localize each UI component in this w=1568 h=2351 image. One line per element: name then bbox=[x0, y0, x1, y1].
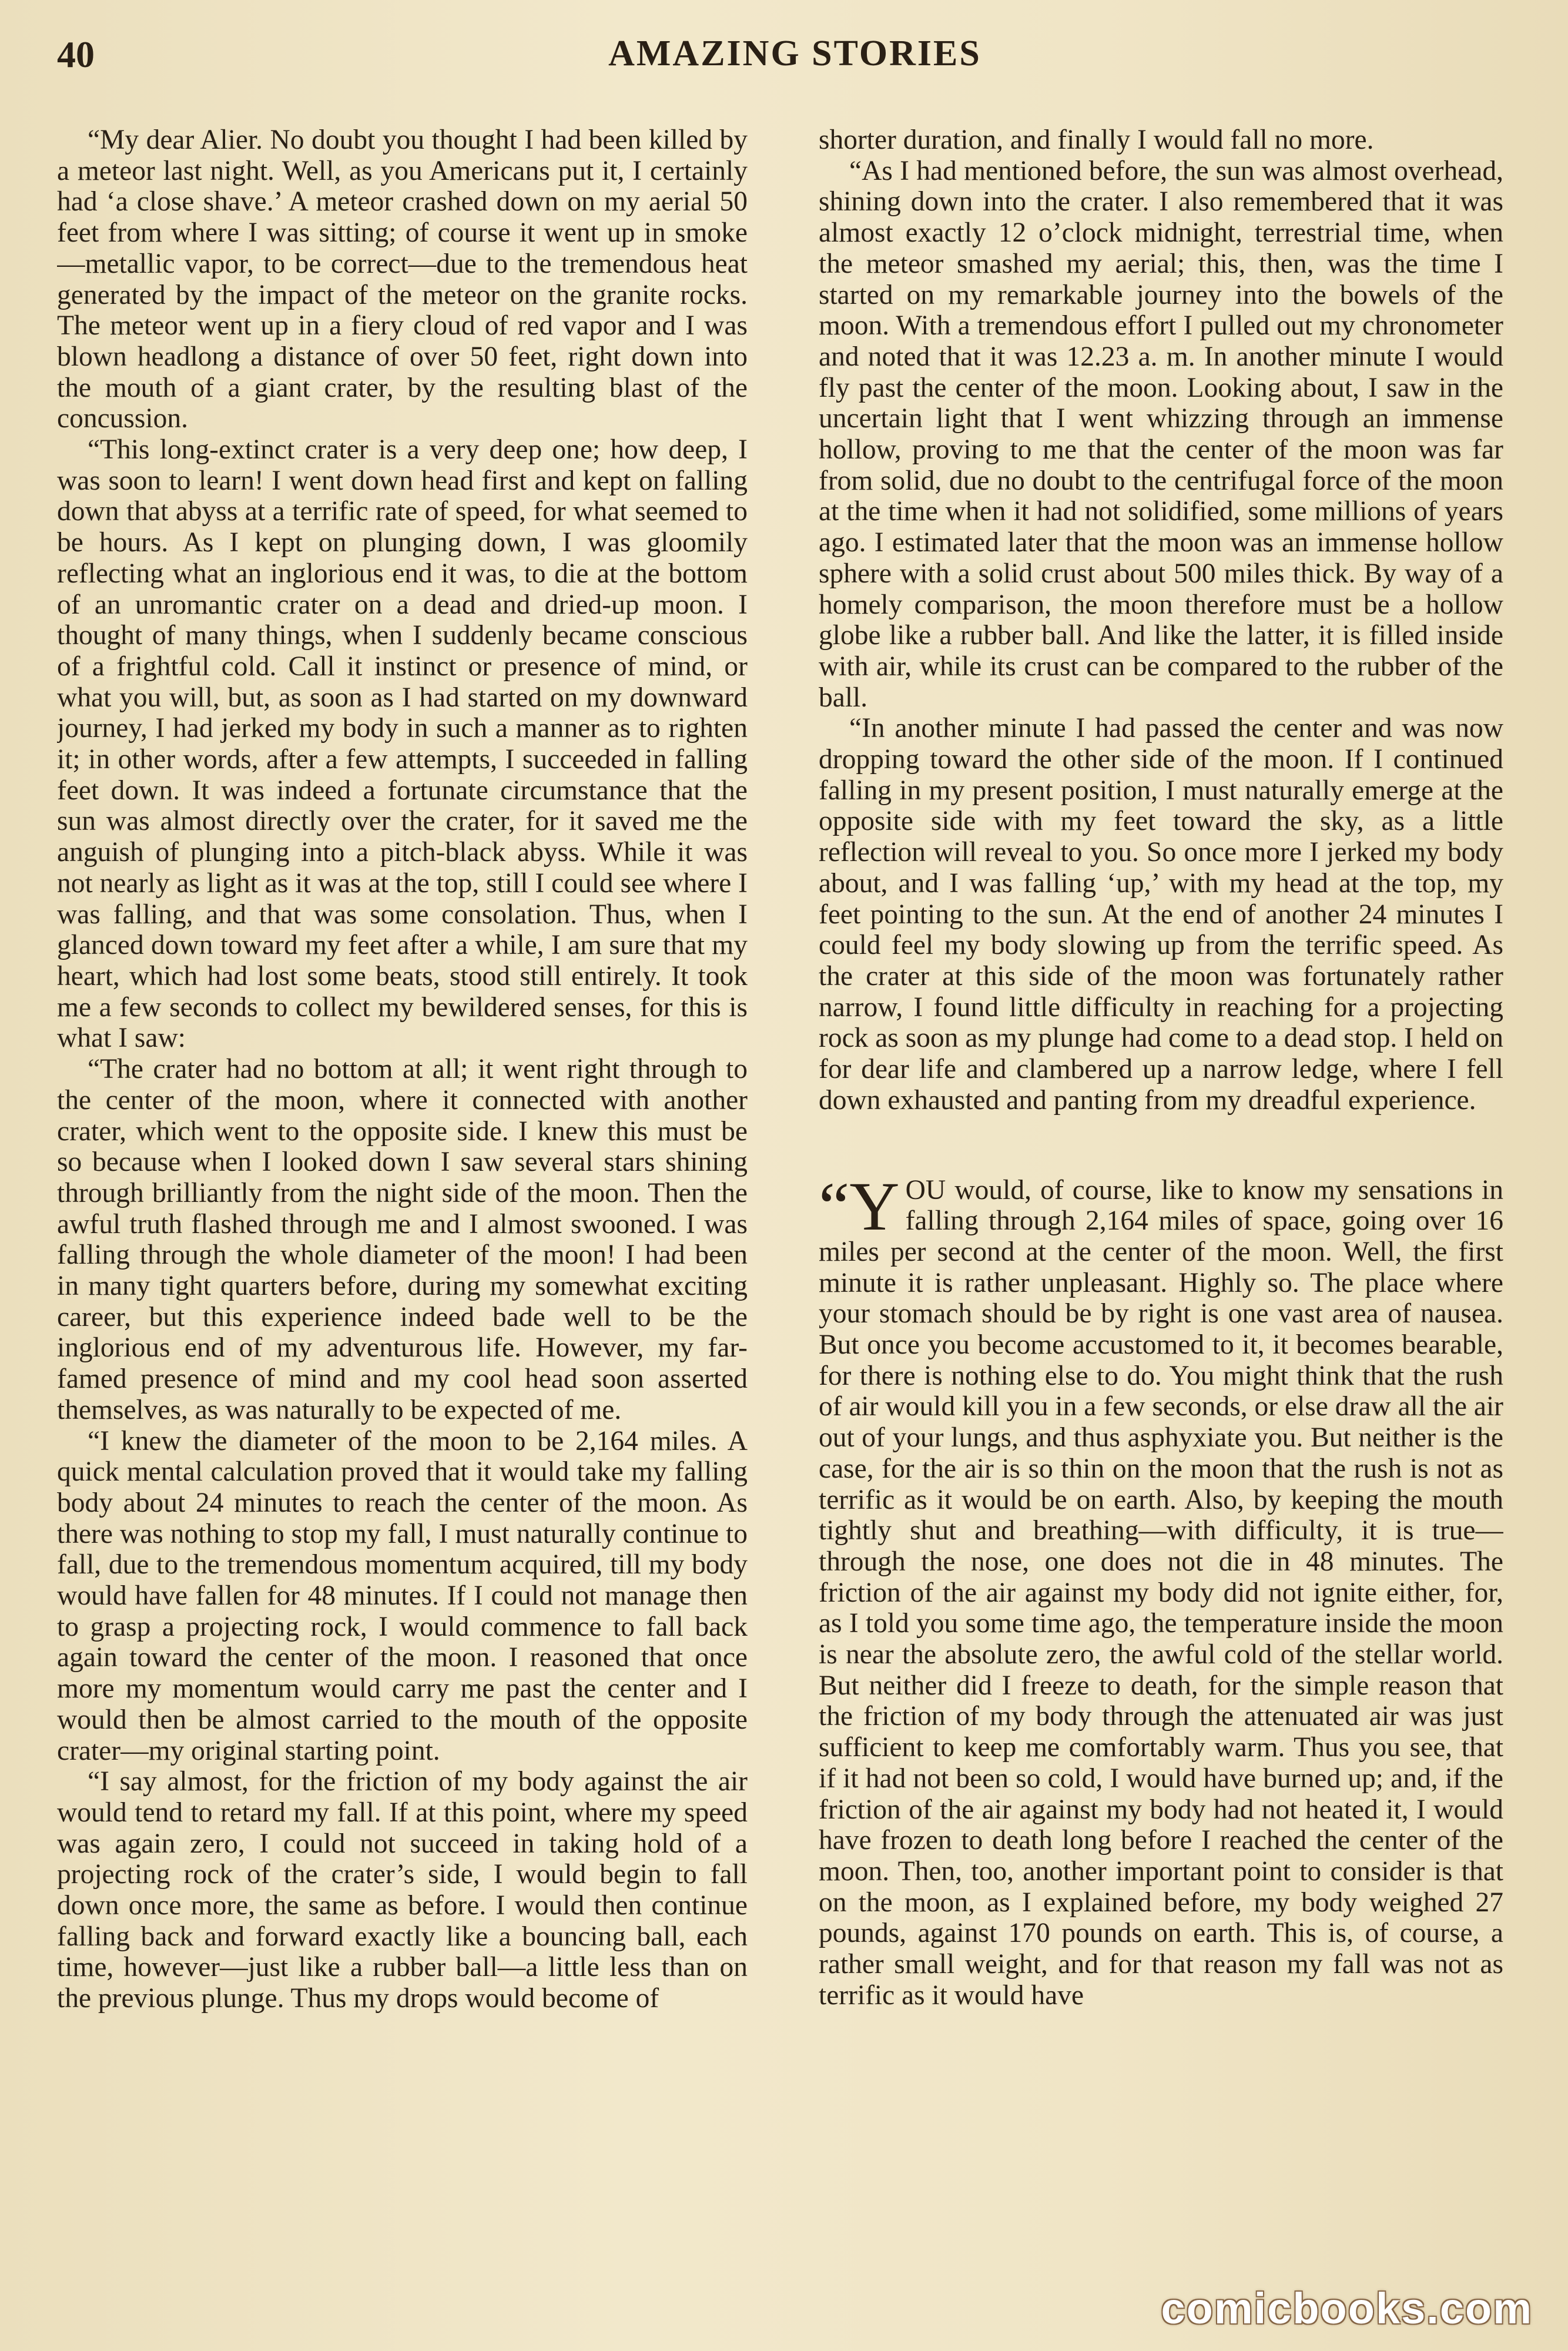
paragraph: “My dear Alier. No doubt you thought I had been killed by a meteor last night. Well, as you Americans put it, I certainly had ‘a close shave.’ A meteor crashed down on my aerial 50 feet from where I was sitting; of course it went up in smoke—metallic vapor, to be correct—due to the tremendous heat generated by the impact of the meteor on the granite rocks. The meteor went up in a fiery cloud of red vapor and I was blown headlong a distance of over 50 feet, right down into the mouth of a giant crater, by the resulting blast of the concussion. bbox=[57, 125, 748, 434]
watermark-logo: comicbooks.com bbox=[1161, 2284, 1533, 2333]
paragraph: “This long-extinct crater is a very deep one; how deep, I was soon to learn! I went down head first and kept on falling down that abyss at a terrific rate of speed, for what seemed to be hours. As I kept on plunging down, I was gloomily reflecting what an inglorious end it was, to die at the bottom of an unromantic crater on a dead and dried-up moon. I thought of many things, when I suddenly became conscious of a frightful cold. Call it instinct or presence of mind, or what you will, but, as soon as I had started on my downward journey, I had jerked my body in such a manner as to righten it; in other words, after a few attempts, I succeeded in falling feet down. It was indeed a fortunate circumstance that the sun was almost directly over the crater, for it saved me the anguish of plunging into a pitch-black abyss. While it was not nearly as light as it was at the top, still I could see where I was falling, and that was some consolation. Thus, when I glanced down toward my feet after a while, I am sure that my heart, which had lost some beats, stood still entirely. It took me a few seconds to collect my bewildered senses, for this is what I saw: bbox=[57, 434, 748, 1054]
drop-cap: “Y bbox=[819, 1167, 900, 1245]
paragraph: “In another minute I had passed the center and was now dropping toward the other side of the moon. If I continued falling in my present position, I must naturally emerge at the opposite side with my feet toward the sky, as a little reflection will reveal to you. So once more I jerked my body about, and I was falling ‘up,’ with my head at the top, my feet pointing to the sun. At the end of another 24 minutes I could feel my body slowing up from the terrific speed. As the crater at this side of the moon was fortunately rather narrow, I found little difficulty in reaching for a projecting rock as soon as my plunge had come to a dead stop. I held on for dear life and clambered up a narrow ledge, where I fell down exhausted and panting from my dreadful experience. bbox=[819, 713, 1503, 1116]
page-number: 40 bbox=[57, 34, 95, 75]
paragraph: shorter duration, and finally I would fall no more. bbox=[819, 125, 1374, 155]
paragraph: “The crater had no bottom at all; it went right through to the center of the moon, where it connected with another crater, which went to the opposite side. I knew this must be so because when I looked down I saw several stars shining through brilliantly from the night side of the moon. Then the awful truth flashed through me and I almost swooned. I was falling through the whole diameter of the moon! I had been in many tight quarters before, during my somewhat exciting career, but this experience indeed bade well to be the inglorious end of my adventurous life. However, my far-famed presence of mind and my cool head soon asserted themselves, as was naturally to be expected of me. bbox=[57, 1054, 748, 1425]
paragraph: “As I had mentioned before, the sun was almost overhead, shining down into the crater. I also remembered that it was almost exactly 12 o’clock midnight, terrestrial time, when the meteor smashed my aerial; this, then, was the time I started on my remarkable journey into the bowels of the moon. With a tremendous effort I pulled out my chronometer and noted that it was 12.23 a. m. In another minute I would fly past the center of the moon. Looking about, I saw in the uncertain light that I went whizzing through an immense hollow, proving to me that the center of the moon was far from solid, due no doubt to the centrifugal force of the moon at the time when it had not solidified, some millions of years ago. I estimated later that the moon was an immense hollow sphere with a solid crust about 500 miles thick. By way of a homely comparison, the moon therefore must be a hollow globe like a rubber ball. And like the latter, it is filled inside with air, while its crust can be compared to the rubber of the ball. bbox=[819, 155, 1503, 713]
page-header bbox=[57, 28, 1533, 85]
left-column bbox=[57, 125, 748, 2317]
paragraph: “I say almost, for the friction of my body against the air would tend to retard my fall. If at this point, where my speed was again zero, I could not succeed in taking hold of a projecting rock of the crater’s side, I would begin to fall down once more, the same as before. I would then continue falling back and forward exactly like a bouncing ball, each time, however—just like a rubber ball—a little less than on the previous plunge. Thus my drops would become of bbox=[57, 1766, 748, 2014]
paragraph-text: OU would, of course, like to know my sensations in falling through 2,164 miles of space, going over 16 miles per second at the center of the moon. Well, the first minute it is rather unpleasant. Highly so. The place where your stomach should be by right is one vast area of nausea. But once you become accustomed to it, it becomes bearable, for there is nothing else to do. You might think that the rush of air would kill you in a few seconds, or else draw all the air out of your lungs, and thus asphyxiate you. But neither is the case, for the air is so thin on the moon that the rush is not as terrific as it would be on earth. Also, by keeping the mouth tightly shut and breathing—with difficulty, it is true—through the nose, one does not die in 48 minutes. The friction of the air against my body did not ignite either, for, as I told you some time ago, the temperature inside the moon is near the absolute zero, the awful cold of the stellar world. But neither did I freeze to death, for the simple reason that the friction of my body through the attenuated air was just sufficient to keep me comfortably warm. Thus you see, that if it had not been so cold, I would have burned up; and, if the friction of the air against my body had not heated it, I would have frozen to death long before I reached the center of the moon. Then, too, another important point to consider is that on the moon, as I explained before, my body weighed 27 pounds, against 170 pounds on earth. This is, of course, a rather small weight, and for that reason my fall was not as terrific as it would have bbox=[819, 1174, 1503, 2011]
paragraph: “I knew the diameter of the moon to be 2,164 miles. A quick mental calculation proved that it would take my falling body about 24 minutes to reach the center of the moon. As there was nothing to stop my fall, I must naturally continue to fall, due to the tremendous momentum acquired, till my body would have fallen for 48 minutes. If I could not manage then to grasp a projecting rock, I would commence to fall back again toward the center of the moon. I reasoned that once more my momentum would carry me past the center and I would then be almost carried to the mouth of the opposite crater—my original starting point. bbox=[57, 1425, 748, 1766]
running-head: AMAZING STORIES bbox=[608, 34, 981, 73]
dropcap-paragraph bbox=[819, 1167, 1503, 2011]
right-column bbox=[819, 125, 1503, 2317]
